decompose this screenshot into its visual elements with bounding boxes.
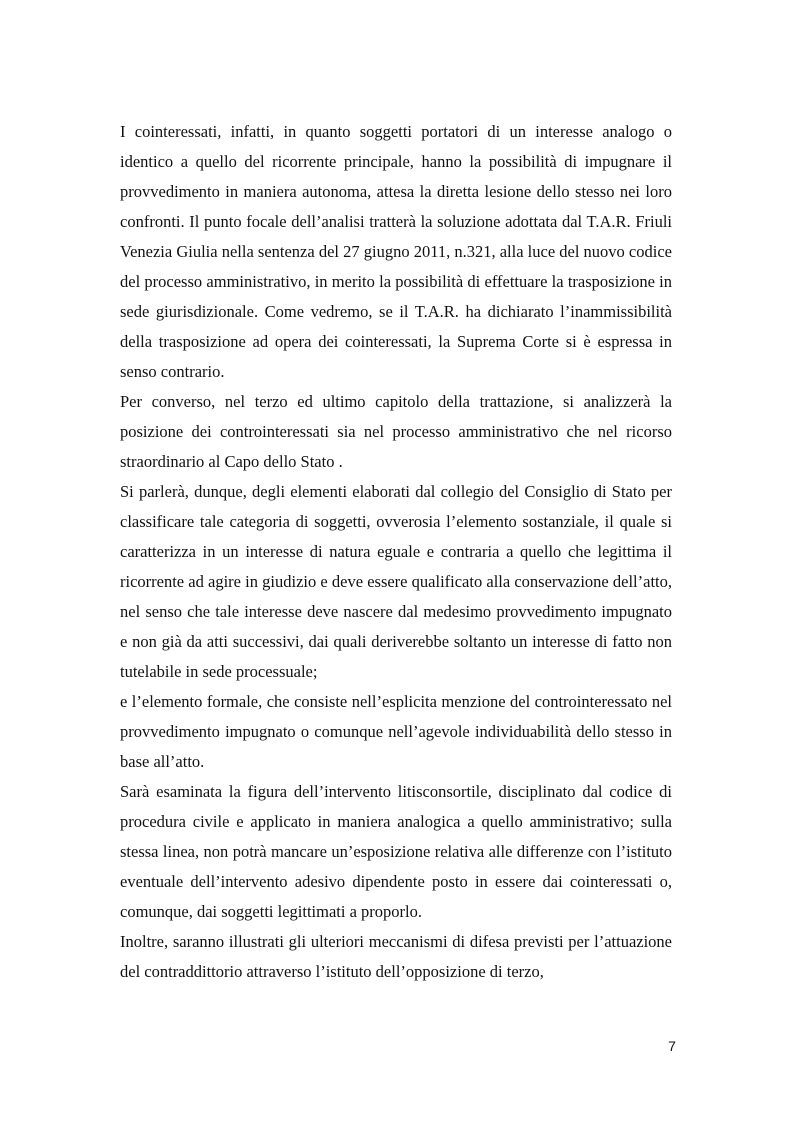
paragraph-2: Per converso, nel terzo ed ultimo capitolo della trattazione, si analizzerà la posizione dei controinteressati sia nel processo amministrativo che nel ricorso straordinario al Capo dello Stato .: [120, 392, 672, 471]
paragraph-6: Inoltre, saranno illustrati gli ulteriori meccanismi di difesa previsti per l’attuazione del contraddittorio attraverso l’istituto dell’opposizione di terzo,: [120, 932, 672, 981]
page-number: 7: [668, 1038, 676, 1054]
paragraph-4: e l’elemento formale, che consiste nell’esplicita menzione del controinteressato nel provvedimento impugnato o comunque nell’agevole individuabilità dello stesso in base all’atto.: [120, 692, 672, 771]
body-text: [120, 117, 672, 987]
paragraph-3: Si parlerà, dunque, degli elementi elaborati dal collegio del Consiglio di Stato per classificare tale categoria di soggetti, ovverosia l’elemento sostanziale, il quale si caratterizza in un interesse di natura eguale e contraria a quello che legittima il ricorrente ad agire in giudizio e deve essere qualificato alla conservazione dell’atto, nel senso che tale interesse deve nascere dal medesimo provvedimento impugnato e non già da atti successivi, dai quali deriverebbe soltanto un interesse di fatto non tutelabile in sede processuale;: [120, 482, 672, 681]
paragraph-5: Sarà esaminata la figura dell’intervento litisconsortile, disciplinato dal codice di procedura civile e applicato in maniera analogica a quello amministrativo; sulla stessa linea, non potrà mancare un’esposizione relativa alle differenze con l’istituto eventuale dell’intervento adesivo dipendente posto in essere dai cointeressati o, comunque, dai soggetti legittimati a proporlo.: [120, 782, 672, 921]
paragraph-1: I cointeressati, infatti, in quanto soggetti portatori di un interesse analogo o identico a quello del ricorrente principale, hanno la possibilità di impugnare il provvedimento in maniera autonoma, attesa la diretta lesione dello stesso nei loro confronti. Il punto focale dell’analisi tratterà la soluzione adottata dal T.A.R. Friuli Venezia Giulia nella sentenza del 27 giugno 2011, n.321, alla luce del nuovo codice del processo amministrativo, in merito la possibilità di effettuare la trasposizione in sede giurisdizionale. Come vedremo, se il T.A.R. ha dichiarato l’inammissibilità della trasposizione ad opera dei cointeressati, la Suprema Corte si è espressa in senso contrario.: [120, 122, 672, 381]
